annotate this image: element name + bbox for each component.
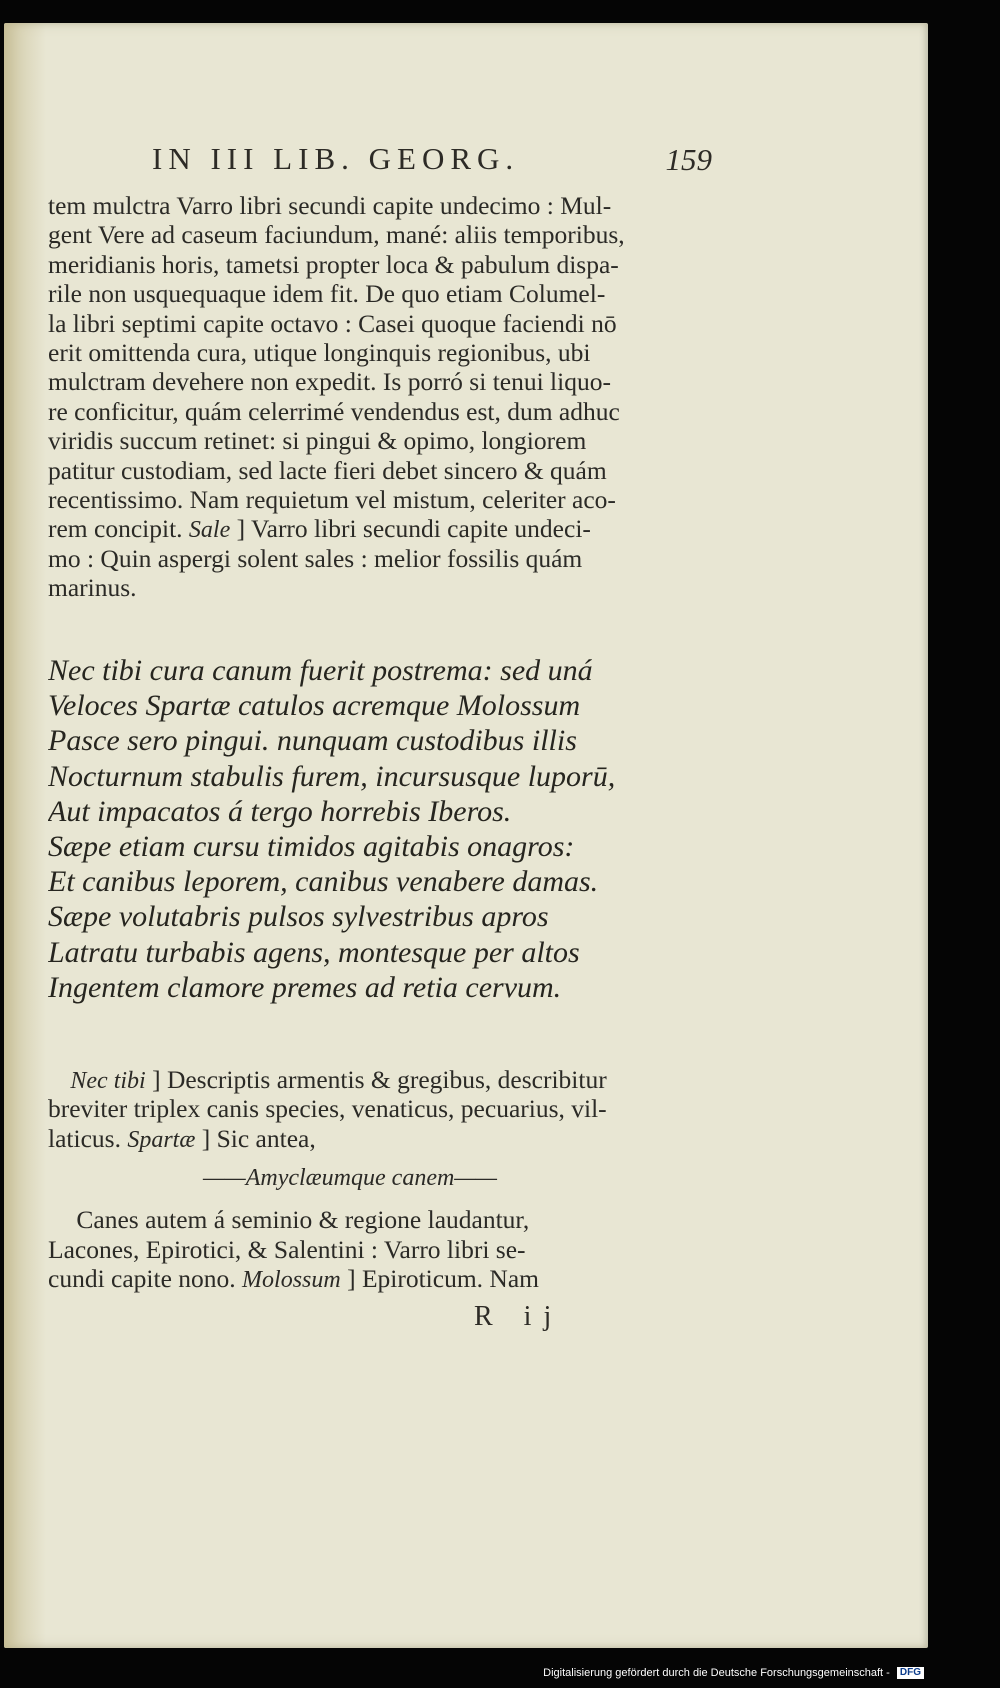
commentary-line: re conficitur, quám celerrimé vendendus est, dum adhuc xyxy=(48,396,620,426)
commentary-line xyxy=(48,1205,652,1234)
digitization-credit xyxy=(543,1666,924,1680)
running-head: IN III LIB. GEORG. xyxy=(152,141,520,176)
lemma-spartae: Spartæ xyxy=(127,1126,196,1153)
commentary-line: breviter triplex canis species, venaticus, pecuarius, vil- xyxy=(48,1094,607,1124)
commentary-line: viridis succum retinet: si pingui & opimo, longiorem xyxy=(48,426,587,456)
commentary-line: rile non usquequaque idem fit. De quo etiam Columel- xyxy=(48,279,606,309)
commentary-block-2 xyxy=(48,1065,652,1293)
verse-line: Nec tibi cura canum fuerit postrema: sed uná xyxy=(48,654,593,687)
page-number: 159 xyxy=(665,142,712,177)
signature-mark: R ij xyxy=(474,1301,564,1332)
verse-line: Aut impacatos á tergo horrebis Iberos. xyxy=(48,794,512,828)
commentary-text: laticus. xyxy=(48,1123,121,1153)
commentary-text: rem concipit. xyxy=(48,514,183,544)
lemma-nec-tibi: Nec tibi xyxy=(70,1068,146,1094)
quotation-text: Amyclæumque canem xyxy=(245,1165,455,1192)
commentary-text: Canes autem á seminio & regione laudantur, xyxy=(76,1205,530,1235)
commentary-line: mo : Quin aspergi solent sales : melior fossilis quám xyxy=(48,543,583,573)
commentary-line: marinus. xyxy=(48,573,137,603)
commentary-line xyxy=(48,1065,652,1094)
commentary-line: tem mulctra Varro libri secundi capite undecimo : Mul- xyxy=(48,191,612,220)
verse-line: Pasce sero pingui. nunquam custodibus illis xyxy=(48,724,577,758)
credit-text: Digitalisierung gefördert durch die Deutsche Forschungsgemeinschaft - xyxy=(543,1667,890,1679)
verse-line: Et canibus leporem, canibus venabere damas. xyxy=(48,865,599,899)
commentary-line: patitur custodiam, sed lacte fieri debet sincero & quám xyxy=(48,455,607,485)
commentary-line: Lacones, Epirotici, & Salentini : Varro libri se- xyxy=(48,1234,526,1264)
lemma-sale: Sale xyxy=(188,517,231,544)
verse-line: Sæpe etiam cursu timidos agitabis onagros: xyxy=(48,829,575,863)
verse-line: Ingentem clamore premes ad retia cervum. xyxy=(48,970,562,1004)
lemma-molossum: Molossum xyxy=(242,1266,341,1293)
commentary-line xyxy=(48,1264,652,1293)
book-page xyxy=(4,23,928,1648)
commentary-text: ] Sic antea, xyxy=(201,1123,316,1153)
commentary-line: mulctram devehere non expedit. Is porró si tenui liquo- xyxy=(48,367,611,397)
page-header xyxy=(152,141,712,191)
verse-line: Veloces Spartæ catulos acremque Molossum xyxy=(48,689,581,723)
quotation: ——Amyclæumque canem—— xyxy=(203,1165,497,1192)
commentary-text: ] Descriptis armentis & gregibus, describitur xyxy=(152,1065,607,1094)
dfg-logo: DFG xyxy=(897,1667,924,1679)
commentary-line xyxy=(48,514,652,543)
commentary-text: ] Epiroticum. Nam xyxy=(347,1263,539,1293)
verse-line: Nocturnum stabulis furem, incursusque luporū, xyxy=(48,759,616,793)
commentary-line: erit omittenda cura, utique longinquis regionibus, ubi xyxy=(48,337,591,367)
commentary-text: cundi capite nono. xyxy=(48,1263,236,1293)
verse-block xyxy=(48,653,652,1005)
verse-line: Sæpe volutabris pulsos sylvestribus apros xyxy=(48,900,549,934)
commentary-line xyxy=(48,1124,652,1153)
commentary-block-1 xyxy=(48,191,652,602)
commentary-line: meridianis horis, tametsi propter loca & pabulum dispa- xyxy=(48,249,619,279)
commentary-line: recentissimo. Nam requietum vel mistum, celeriter aco- xyxy=(48,484,616,514)
commentary-line: gent Vere ad caseum faciundum, mané: aliis temporibus, xyxy=(48,220,625,250)
commentary-line: la libri septimi capite octavo : Casei quoque faciendi nō xyxy=(48,308,617,338)
verse-line: Latratu turbabis agens, montesque per altos xyxy=(48,935,580,969)
commentary-text: ] Varro libri secundi capite undeci- xyxy=(236,514,591,544)
